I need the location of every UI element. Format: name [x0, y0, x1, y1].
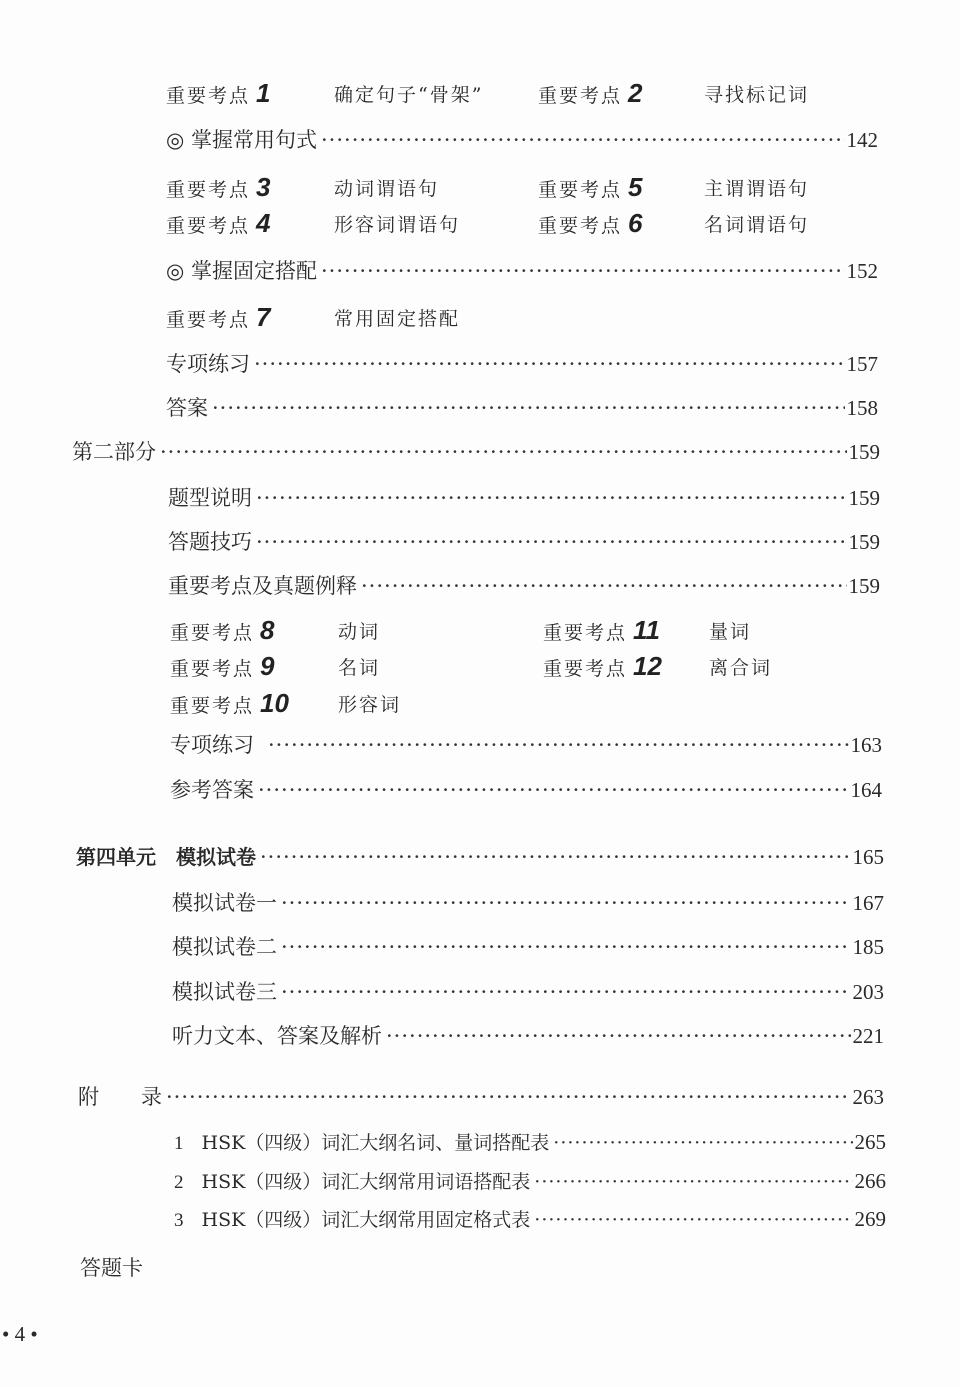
toc-entry-answer-sheet[interactable]	[80, 1254, 143, 1282]
key-point-2	[538, 80, 642, 109]
toc-entry-label: HSK（四级）词汇大纲常用固定格式表	[201, 1209, 531, 1231]
key-point-9-desc: 名词	[338, 657, 381, 679]
toc-entry-answers[interactable]	[166, 394, 878, 422]
key-point-label: 重要考点	[538, 85, 623, 107]
dot-leader	[281, 933, 851, 961]
toc-entry-tips[interactable]	[168, 528, 880, 556]
dot-leader	[166, 1083, 851, 1111]
key-point-label: 重要考点	[538, 179, 623, 201]
key-point-label: 重要考点	[543, 658, 628, 680]
toc-entry-sentence-patterns[interactable]	[166, 126, 878, 154]
key-point-label: 重要考点	[166, 85, 251, 107]
key-point-number: 10	[260, 688, 289, 718]
toc-entry-label: 模拟试卷三	[172, 980, 277, 1004]
toc-entry-label: 模拟试卷二	[172, 935, 277, 959]
key-point-6	[538, 210, 642, 239]
toc-entry-key-points-examples[interactable]	[168, 572, 880, 600]
toc-entry-label: 专项练习	[170, 733, 254, 757]
toc-entry-part-two[interactable]	[72, 438, 880, 466]
key-point-label: 重要考点	[166, 215, 251, 237]
dot-leader	[254, 350, 845, 378]
toc-page-number: 152	[846, 259, 878, 283]
key-point-number: 11	[633, 615, 661, 645]
dot-leader	[256, 484, 847, 512]
toc-entry-label: 题型说明	[168, 486, 252, 510]
appendix-index: 3	[174, 1210, 184, 1231]
toc-page-number: 157	[846, 352, 878, 376]
toc-entry-reference-answers[interactable]	[170, 776, 882, 804]
toc-page-number: 164	[850, 778, 882, 802]
key-point-8-desc: 动词	[338, 621, 381, 643]
key-point-number: 5	[628, 172, 643, 202]
key-point-2-desc: 寻找标记词	[704, 84, 810, 106]
key-point-5-desc: 主谓谓语句	[704, 178, 810, 200]
dot-leader	[534, 1206, 852, 1234]
key-point-label: 重要考点	[170, 658, 255, 680]
key-point-7	[166, 304, 270, 333]
toc-entry-fixed-collocations[interactable]	[166, 257, 878, 285]
toc-entry-appendix-1[interactable]	[174, 1128, 886, 1158]
toc-entry-mock-exam-3[interactable]	[172, 978, 884, 1006]
appendix-index: 1	[174, 1133, 184, 1154]
key-point-12-desc: 离合词	[709, 657, 773, 679]
key-point-10-desc: 形容词	[338, 694, 402, 716]
toc-entry-label: 第四单元 模拟试卷	[76, 845, 256, 869]
key-point-label: 重要考点	[543, 622, 628, 644]
dot-leader	[534, 1168, 852, 1196]
key-point-number: 3	[256, 172, 271, 202]
dot-leader	[281, 889, 851, 917]
dot-leader	[553, 1129, 852, 1157]
toc-page-number: 159	[848, 440, 880, 464]
toc-entry-label: ◎ 掌握固定搭配	[166, 259, 317, 283]
toc-page-number: 263	[852, 1085, 884, 1109]
key-point-3	[166, 174, 270, 203]
key-point-label: 重要考点	[538, 215, 623, 237]
toc-page-number: 142	[846, 128, 878, 152]
toc-entry-label: 第二部分	[72, 440, 156, 464]
toc-page-number: 159	[848, 486, 880, 510]
key-point-5	[538, 174, 642, 203]
toc-entry-unit-four[interactable]	[76, 843, 884, 871]
toc-entry-appendix-2[interactable]	[174, 1167, 886, 1197]
key-point-7-desc: 常用固定搭配	[334, 308, 461, 330]
key-point-number: 4	[256, 208, 271, 238]
key-point-number: 12	[633, 651, 662, 681]
dot-leader	[258, 776, 849, 804]
key-point-4	[166, 210, 270, 239]
key-point-1	[166, 80, 270, 109]
toc-page-number: 203	[852, 980, 884, 1004]
toc-entry-practice[interactable]	[166, 350, 878, 378]
toc-entry-label: 答题卡	[80, 1256, 143, 1280]
key-point-10	[170, 690, 289, 719]
toc-entry-label: 专项练习	[166, 352, 250, 376]
toc-entry-label: 重要考点及真题例释	[168, 574, 357, 598]
toc-entry-appendix-3[interactable]	[174, 1205, 886, 1235]
toc-entry-label: 答题技巧	[168, 530, 252, 554]
toc-page-number: 221	[852, 1024, 884, 1048]
dot-leader	[260, 843, 851, 871]
key-point-9	[170, 653, 274, 682]
key-point-label: 重要考点	[170, 695, 255, 717]
toc-page-number: 266	[854, 1169, 886, 1193]
toc-entry-listening-answers[interactable]	[172, 1022, 884, 1050]
dot-leader	[281, 978, 851, 1006]
key-point-number: 1	[256, 78, 271, 108]
key-point-3-desc: 动词谓语句	[334, 178, 440, 200]
dot-leader	[212, 394, 845, 422]
toc-page-number: 163	[850, 733, 882, 757]
toc-entry-appendix[interactable]	[78, 1083, 884, 1111]
dot-leader	[256, 528, 847, 556]
key-point-label: 重要考点	[166, 179, 251, 201]
key-point-number: 9	[260, 651, 275, 681]
dot-leader	[386, 1022, 851, 1050]
toc-page-number: 269	[854, 1207, 886, 1231]
key-point-11	[543, 617, 660, 646]
toc-entry-label: 附 录	[78, 1085, 162, 1109]
toc-entry-label: 答案	[166, 396, 208, 420]
key-point-11-desc: 量词	[709, 621, 752, 643]
key-point-6-desc: 名词谓语句	[704, 214, 810, 236]
dot-leader	[361, 572, 847, 600]
dot-leader	[160, 438, 847, 466]
toc-entry-label: HSK（四级）词汇大纲名词、量词搭配表	[201, 1132, 550, 1154]
key-point-number: 6	[628, 208, 643, 238]
key-point-4-desc: 形容词谓语句	[334, 214, 461, 236]
dot-leader	[321, 126, 845, 154]
key-point-8	[170, 617, 274, 646]
toc-page-number: 185	[852, 935, 884, 959]
key-point-12	[543, 653, 662, 682]
key-point-label: 重要考点	[166, 309, 251, 331]
toc-entry-mock-exam-2[interactable]	[172, 933, 884, 961]
page-folio: • 4 •	[2, 1322, 38, 1346]
appendix-index: 2	[174, 1172, 184, 1193]
toc-entry-label: HSK（四级）词汇大纲常用词语搭配表	[201, 1171, 531, 1193]
toc-entry-practice-2[interactable]	[170, 731, 882, 759]
key-point-number: 2	[628, 78, 643, 108]
key-point-label: 重要考点	[170, 622, 255, 644]
key-point-1-desc: 确定句子“骨架”	[334, 84, 484, 106]
key-point-number: 8	[260, 615, 275, 645]
toc-page-number: 159	[848, 574, 880, 598]
toc-page-number: 158	[846, 396, 878, 420]
toc-entry-label: 听力文本、答案及解析	[172, 1024, 382, 1048]
dot-leader	[268, 731, 849, 759]
dot-leader	[321, 257, 845, 285]
toc-entry-question-type[interactable]	[168, 484, 880, 512]
toc-entry-label: 模拟试卷一	[172, 891, 277, 915]
toc-page-number: 167	[852, 891, 884, 915]
toc-page-number: 165	[852, 845, 884, 869]
key-point-number: 7	[256, 302, 271, 332]
toc-page-number: 265	[854, 1130, 886, 1154]
toc-entry-label: 参考答案	[170, 778, 254, 802]
toc-page-number: 159	[848, 530, 880, 554]
toc-entry-mock-exam-1[interactable]	[172, 889, 884, 917]
toc-entry-label: ◎ 掌握常用句式	[166, 128, 317, 152]
